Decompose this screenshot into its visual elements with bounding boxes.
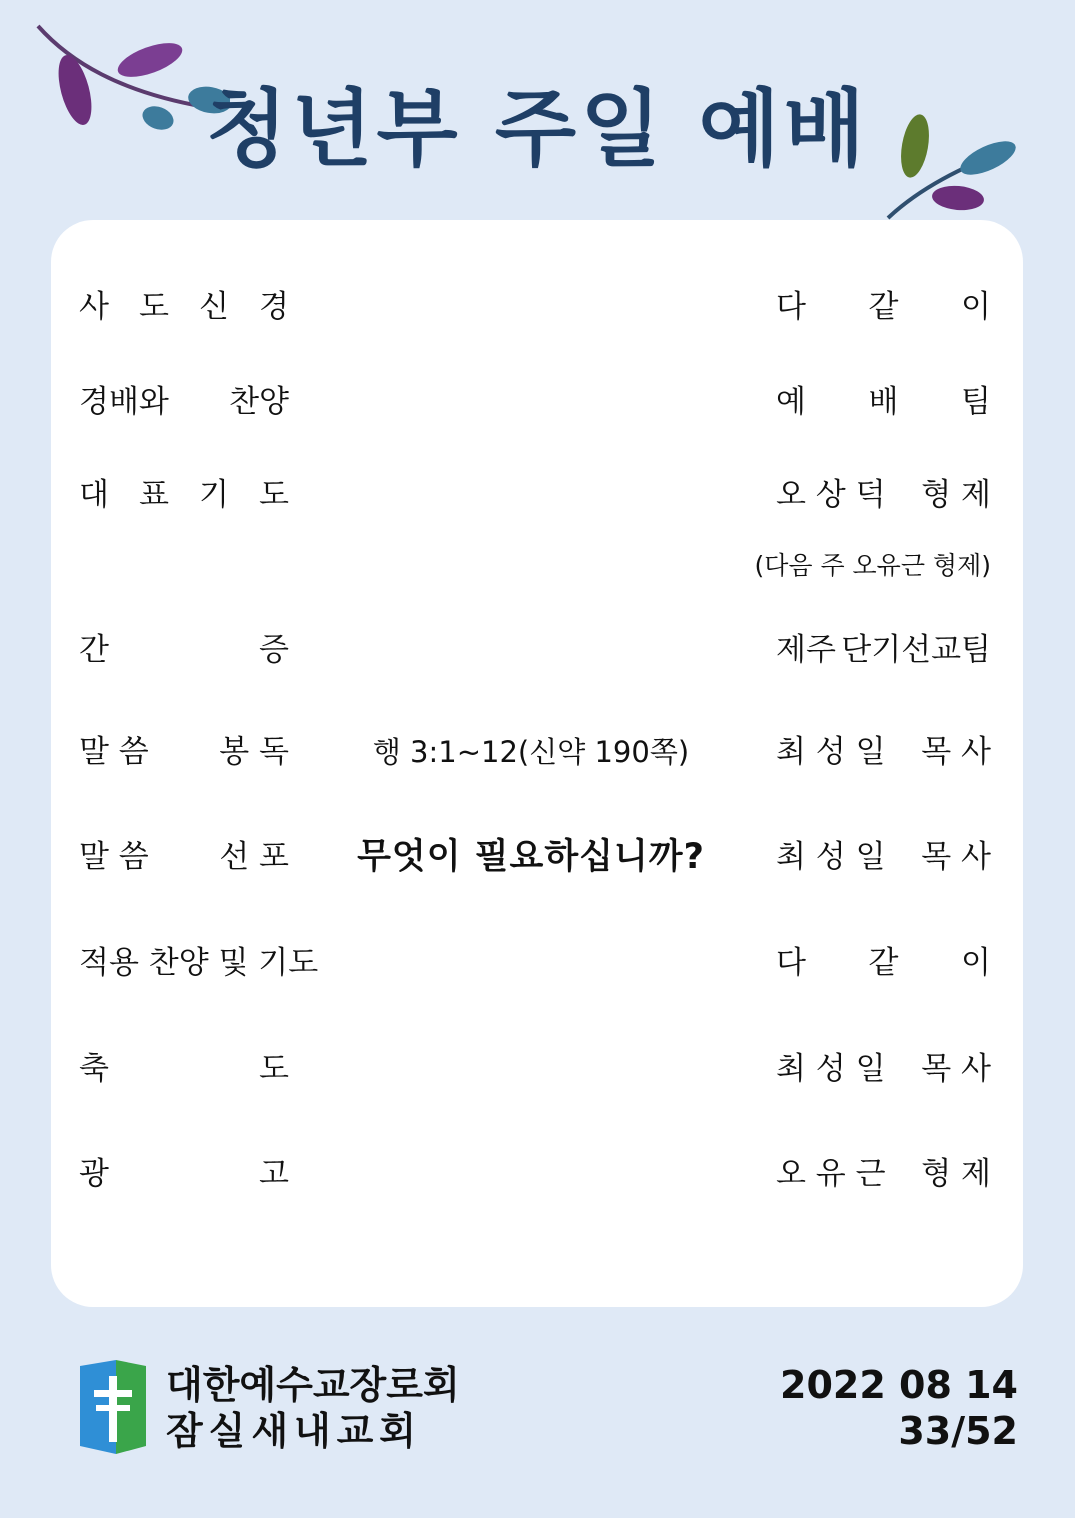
order-item-leader-part: 오 상 덕: [776, 477, 886, 513]
order-item-name: [79, 938, 319, 988]
order-item-name-part: 말 씀: [79, 839, 149, 875]
order-item-leader-part: 같: [868, 945, 899, 981]
order-item-name-part: 사: [79, 289, 109, 325]
order-item-leader-part: 목 사: [921, 1051, 991, 1087]
order-item-leader-part: 제주: [776, 632, 836, 668]
order-item-leader-part: 형 제: [921, 477, 991, 513]
order-item-leader-part: 팀: [961, 384, 991, 420]
order-item-leader: [776, 377, 991, 427]
order-item-name: [79, 282, 289, 332]
denomination: 대한예수교장로회: [166, 1363, 460, 1407]
order-item-leader-part: 최 성 일: [776, 839, 886, 875]
church-name-char: 실: [208, 1409, 246, 1453]
order-item-leader-part: 형 제: [921, 1156, 991, 1192]
order-item-leader-part: 이: [961, 945, 991, 981]
order-item-leader-part: 배: [868, 384, 899, 420]
order-item-leader: [776, 470, 991, 520]
order-item-name-part: 표: [139, 477, 169, 513]
order-item-leader-part: 목 사: [921, 839, 991, 875]
order-row: [51, 377, 1023, 427]
next-week-note: (다음 주 오유근 형제): [754, 551, 991, 580]
order-item-name-part: 도: [259, 477, 289, 513]
order-item-name-part: 증: [259, 632, 289, 668]
order-row: [51, 1044, 1023, 1094]
page-title: 청년부 주일 예배: [206, 80, 869, 178]
order-item-leader-part: 같: [868, 289, 899, 325]
order-item-name-part: 경: [259, 289, 289, 325]
order-item-name: [79, 832, 289, 882]
order-item-name-part: 신: [199, 289, 229, 325]
order-row: [51, 938, 1023, 988]
order-item-name-part: 말 씀: [79, 734, 149, 770]
service-date: 2022 08 14: [780, 1363, 1018, 1407]
sermon-title: 무엇이 필요하십니까?: [357, 837, 705, 877]
church-name-char: 회: [379, 1409, 416, 1453]
order-item-name: [79, 727, 289, 777]
week-number: 33/52: [898, 1409, 1018, 1453]
order-item-leader-part: 최 성 일: [776, 1051, 886, 1087]
church-name-char: 내: [293, 1409, 331, 1453]
order-item-name: [79, 625, 289, 675]
order-item-name-part: 축: [79, 1051, 109, 1087]
order-row: [51, 282, 1023, 332]
scripture-reference: 행 3:1~12(신약 190쪽): [372, 735, 690, 769]
order-item-name: [79, 1149, 289, 1199]
order-item-name-part: 봉 독: [219, 734, 289, 770]
church-name: [166, 1408, 416, 1454]
service-date-block: [780, 1362, 1018, 1454]
order-item-leader-part: 다: [776, 945, 806, 981]
order-row: [51, 470, 1023, 520]
order-item-leader: [776, 832, 991, 882]
order-row: [51, 727, 1023, 777]
worship-order-card: [51, 220, 1023, 1307]
church-name-char: 교: [336, 1409, 374, 1453]
order-item-name-part: 대: [79, 477, 109, 513]
church-cross-logo: [80, 1360, 146, 1454]
church-name-char: 새: [251, 1409, 289, 1453]
church-info: [166, 1362, 460, 1454]
order-item-name-part: 기: [199, 477, 229, 513]
order-item-name-part: 광: [79, 1156, 109, 1192]
order-item-name-part: 고: [259, 1156, 289, 1192]
order-item-leader-part: 오 유 근: [776, 1156, 886, 1192]
order-item-leader-part: 목 사: [921, 734, 991, 770]
order-item-name: [79, 470, 289, 520]
order-item-leader-part: 단기선교팀: [841, 632, 991, 668]
order-item-leader: [776, 625, 991, 675]
order-row: [51, 1149, 1023, 1199]
order-item-name: [79, 377, 289, 427]
order-item-leader: [776, 938, 991, 988]
order-item-name-part: 적용 찬양 및 기도: [79, 945, 319, 981]
order-item-name-part: 선 포: [219, 839, 289, 875]
order-item-leader-part: 최 성 일: [776, 734, 886, 770]
church-name-char: 잠: [166, 1409, 203, 1453]
order-item-leader: [776, 1044, 991, 1094]
order-item-name-part: 도: [139, 289, 169, 325]
order-item-leader-part: 이: [961, 289, 991, 325]
order-item-name-part: 도: [259, 1051, 289, 1087]
order-item-name-part: 간: [79, 632, 109, 668]
order-row: [51, 625, 1023, 675]
order-item-leader-part: 예: [776, 384, 806, 420]
order-item-leader: [776, 727, 991, 777]
order-item-name-part: 찬양: [229, 384, 289, 420]
order-row: [51, 832, 1023, 882]
order-item-name-part: 경배와: [79, 384, 169, 420]
order-item-leader: [776, 1149, 991, 1199]
order-item-leader: [776, 282, 991, 332]
order-item-leader-part: 다: [776, 289, 806, 325]
order-item-name: [79, 1044, 289, 1094]
